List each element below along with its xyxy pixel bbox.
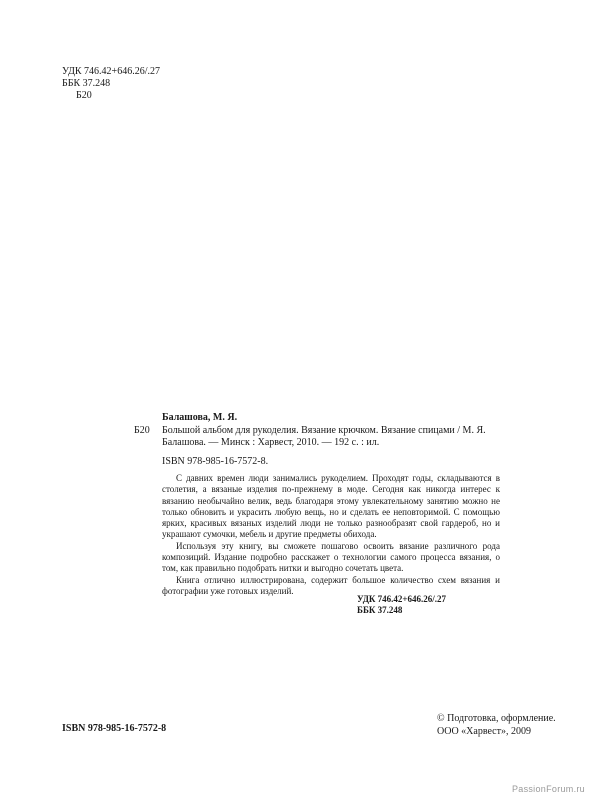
copyright-line-2: ООО «Харвест», 2009 — [437, 726, 531, 737]
watermark: PassionForum.ru — [511, 784, 585, 794]
author-mark: Б20 — [76, 90, 92, 101]
card-description: Большой альбом для рукоделия. Вязание крючком. Вязание спицами / М. Я. Балашова. — Минск : Харвест, 2010. — 192 с. : ил. — [162, 424, 486, 448]
annotation-paragraph: С давних времен люди занимались рукоделием. Проходят годы, складываются в столетия, а вязаные изделия по-прежнему в моде. Сегодня как никогда интерес к вязанию необычайно велик, ведь благодаря этому увлекательному занятию можно не только обновить и украсить любую вещь, но и сделать ее неповторимой. С помощью ярких, красивых вязаных изделий люди не только разнообразят свой гардероб, но и украшают сумочки, мебель и другие предметы обихода. — [162, 473, 500, 540]
annotation-paragraph: Используя эту книгу, вы сможете пошагово освоить вязание различного рода композиций. Издание подробно расскажет о технологии самого процесса вязания, о том, как правильно подобрать нитки и выгодно сочетать цвета. — [162, 540, 500, 574]
catalog-codes-bottom — [357, 594, 446, 616]
bbk-code: ББК 37.248 — [62, 78, 111, 89]
catalog-codes-top — [62, 66, 160, 102]
catalog-card — [162, 412, 502, 468]
udk-code-bottom: УДК 746.42+646.26/.27 — [357, 594, 447, 604]
isbn-bottom: ISBN 978-985-16-7572-8 — [62, 723, 167, 734]
udk-code: УДК 746.42+646.26/.27 — [62, 66, 160, 77]
bbk-code-bottom: ББК 37.248 — [357, 605, 403, 615]
annotation — [162, 473, 500, 597]
card-author: Балашова, М. Я. — [162, 412, 238, 423]
card-isbn: ISBN 978-985-16-7572-8. — [162, 455, 269, 467]
card-author-mark: Б20 — [134, 425, 150, 436]
copyright — [437, 712, 556, 738]
annotation-paragraph: Книга отлично иллюстрирована, содержит большое количество схем вязания и фотографии уже готовых изделий. — [162, 574, 500, 596]
copyright-line-1: © Подготовка, оформление. — [437, 713, 556, 724]
